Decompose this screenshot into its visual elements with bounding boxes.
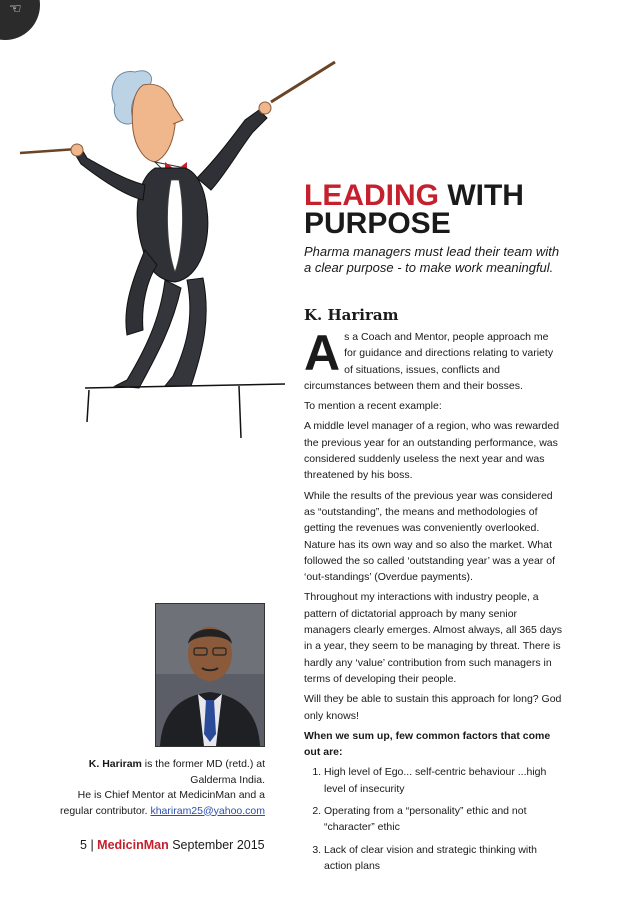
subtitle-line1: Pharma managers must lead their team with <box>304 244 560 259</box>
author-caption <box>60 757 265 819</box>
intro-text: s a Coach and Mentor, people approach me for guidance and directions relating to variety of situations, issues, conflicts and circumstances between them and their bosses. <box>304 331 554 392</box>
footer-separator: | <box>90 838 94 852</box>
caption-line2: Galderma India. <box>190 773 265 786</box>
author-portrait <box>156 604 264 746</box>
factors-list <box>304 764 562 874</box>
author-byline: K. Hariram <box>304 306 399 324</box>
page-footer <box>80 838 265 852</box>
caption-author-name: K. Hariram <box>88 758 142 770</box>
paragraph: To mention a recent example: <box>304 400 442 413</box>
caption-line1: is the former MD (retd.) at <box>141 758 265 770</box>
list-lead: When we sum up, few common factors that come out are: <box>304 729 551 759</box>
article-title <box>304 179 624 240</box>
caption-line3: He is Chief Mentor at MedicinMan and a <box>77 789 265 801</box>
article-body <box>304 325 562 880</box>
paragraph: While the results of the previous year was considered as “outstanding”, the means and methodologies of getting the revenues was conveniently overlooked. Nature has its own way and so also the market. What followed the so called ‘outstanding year’ was a year of ‘out-standings’ (Overdue payments). <box>304 489 555 584</box>
title-highlight: LEADING <box>304 179 439 212</box>
paragraph: A middle level manager of a region, who was rewarded the previous year for an outstanding performance, was considered suddenly useless the next year and was threatened by his boss. <box>304 420 560 482</box>
article-subtitle <box>304 244 604 276</box>
list-item: 1. High level of Ego... self-centric behaviour ...high level of insecurity <box>324 764 562 797</box>
list-item: 3. Lack of clear vision and strategic thinking with action plans <box>324 842 562 875</box>
issue-date: September 2015 <box>172 838 265 852</box>
hand-pointing-icon: ☜ <box>9 1 22 17</box>
page-number: 5 <box>80 838 87 852</box>
subtitle-line2: a clear purpose - to make work meaningful. <box>304 260 554 275</box>
paragraph: Throughout my interactions with industry people, a pattern of dictatorial approach by many senior managers clearly emerges. Almost always, all 365 days in a year, they seem to be managing by threat. There is hardly any ‘value’ contribution from such managers in terms of developing their people. <box>304 591 562 685</box>
caption-line4: regular contributor. <box>60 804 151 817</box>
author-email-link[interactable]: khariram25@yahoo.com <box>150 804 266 817</box>
intro-paragraph <box>304 325 562 394</box>
dropcap: A <box>304 325 341 381</box>
author-photo <box>155 603 265 747</box>
title-rest: WITH <box>439 179 524 212</box>
brand-name: MedicinMan <box>97 838 169 852</box>
list-item: 2. Operating from a “personality” ethic and not “character” ethic <box>324 803 562 836</box>
paragraph: Will they be able to sustain this approach for long? God only knows! <box>304 693 562 722</box>
title-line2: PURPOSE <box>304 207 451 240</box>
